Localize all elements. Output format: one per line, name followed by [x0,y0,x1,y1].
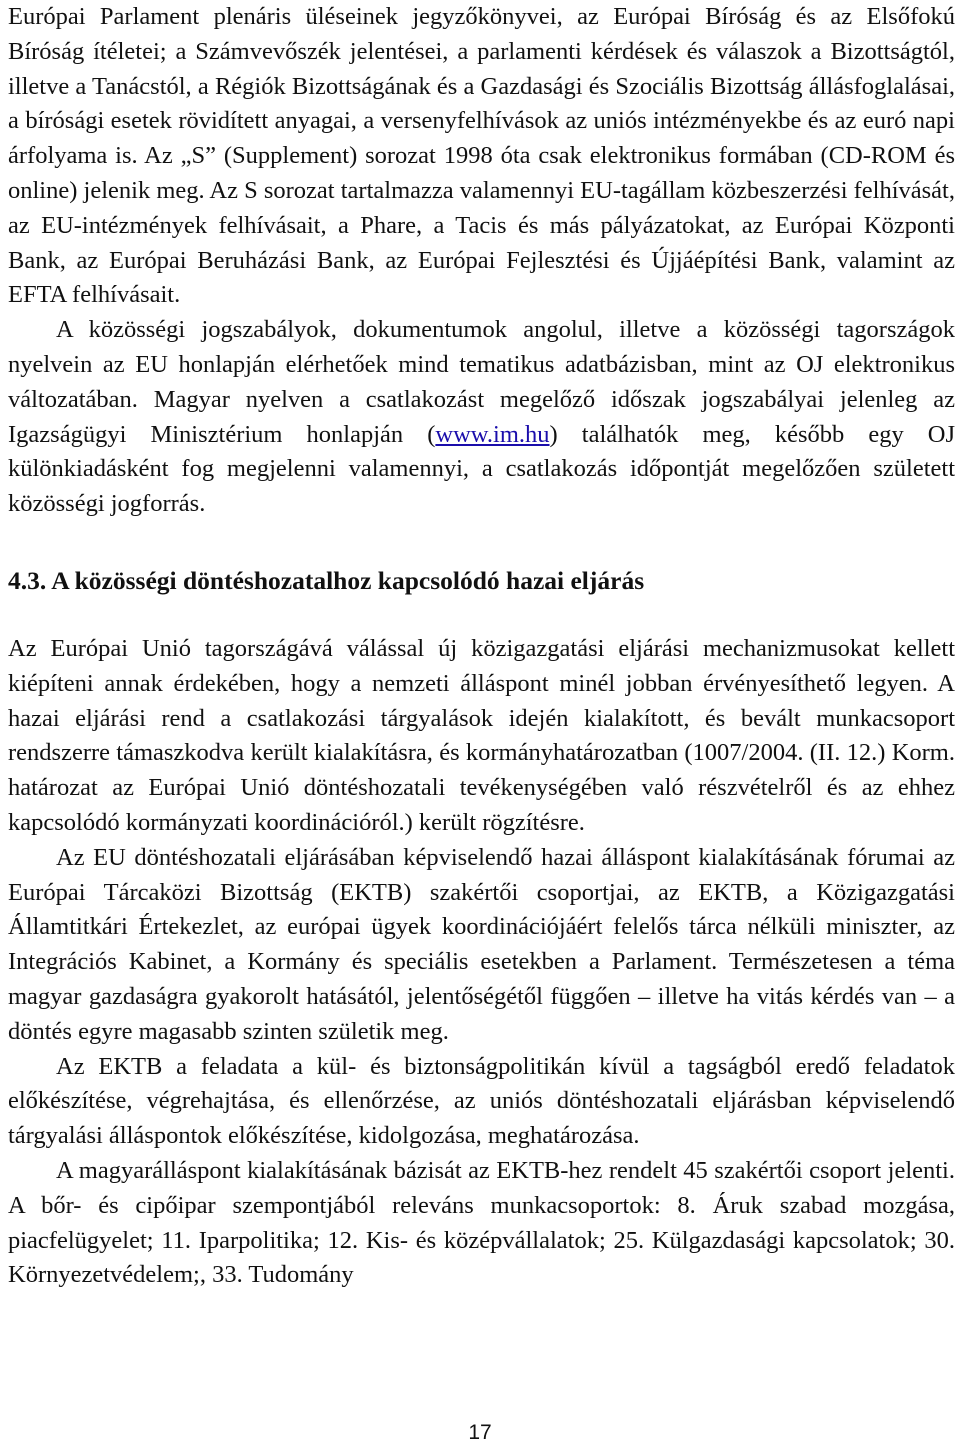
paragraph-eu-membership-procedures: Az Európai Unió tagországává válással új közigazgatási eljárási mechanizmusokat kellett kiépíteni annak érdekében, hogy a nemzeti álláspont minél jobban érvényesíthető legyen. A hazai eljárási rend a csatlakozási tárgyalások idején kialakított, és bevált munkacsoport rendszerre támaszkodva került kialakításra, és kormányhatározatban (1007/2004. (II. 12.) Korm. határozat az Európai Unió döntéshozatali tevékenységében való részvételről és az ehhez kapcsolódó kormányzati koordinációról.) került rögzítésre. [8,634,955,836]
paragraph-expert-groups: A magyarálláspont kialakításának bázisát az EKTB-hez rendelt 45 szakértői csoport jelenti. A bőr- és cipőipar szempontjából releváns munkacsoportok: 8. Áruk szabad mozgása, piacfelügyelet; 11. Iparpolitika; 12. Kis- és középvállalatok; 25. Külgazdasági kapcsolatok; 30. Környezetvédelem;, 33. Tudomány [8,1156,955,1289]
paragraph-ektb-forums: Az EU döntéshozatali eljárásában képviselendő hazai álláspont kialakításának fórumai az Európai Tárcaközi Bizottság (EKTB) szakértői csoportjai, az EKTB, a Közigazgatási Államtitkári Értekezlet, az európai ügyek koordinációjáért felelős tárca nélküli miniszter, az Integrációs Kabinet, a Kormány és speciális esetekben a Parlament. Természetesen a téma magyar gazdaságra gyakorolt hatásától, jelentőségétől függően – illetve ha vitás kérdés van – a döntés egyre magasabb szinten születik meg. [8,843,955,1045]
spacer [8,598,955,632]
section-heading: 4.3. A közösségi döntéshozatalhoz kapcsolódó hazai eljárás [8,565,645,595]
paragraph-text: ) találhatók meg, később egy OJ különkiadásként fog megjelenni valamennyi, a csatlakozás időpontját megelőzően született közösségi jogforrás. [8,420,956,518]
paragraph-official-journal-contents: Európai Parlament plenáris üléseinek jegyzőkönyvei, az Európai Bíróság és az Elsőfokú Bíróság ítéletei; a Számvevőszék jelentései, a parlamenti kérdések és válaszok a Bizottságtól, illetve a Tanácstól, a Régiók Bizottságának és a Gazdasági és Szociális Bizottság állásfoglalásai, a bírósági esetek rövidített anyagai, a versenyfelhívások az uniós intézményekbe és az euró napi árfolyama is. Az „S” (Supplement) sorozat 1998 óta csak elektronikus formában (CD-ROM és online) jelenik meg. Az S sorozat tartalmazza valamennyi EU-tagállam közbeszerzési felhívását, az EU-intézmények felhívásait, a Phare, a Tacis és más pályázatokat, az Európai Központi Bank, az Európai Beruházási Bank, az Európai Fejlesztési és Újjáépítési Bank, valamint az EFTA felhívásait. [8,3,955,309]
spacer [8,522,955,564]
page-number: 17 [468,1421,492,1444]
document-page [8,0,955,1293]
ministry-website-link[interactable]: www.im.hu [435,420,550,448]
paragraph-ektb-tasks: Az EKTB a feladata a kül- és biztonságpolitikán kívül a tagságból eredő feladatok előkészítése, végrehajtása, és ellenőrzése, az uniós döntéshozatali eljárásban képviselendő tárgyalási álláspontok előkészítése, kidolgozása, meghatározása. [8,1052,955,1150]
paragraph-community-legislation [8,313,955,522]
paragraph-text: A közösségi jogszabályok, dokumentumok angolul, illetve a közösségi tagországok nyelvein az EU honlapján elérhetőek mind tematikus adatbázisban, mint az OJ elektronikus változatában. Magyar nyelven a csatlakozást megelőző időszak jogszabályai jelenleg az Igazságügyi Minisztérium honlapján ( [8,316,955,448]
